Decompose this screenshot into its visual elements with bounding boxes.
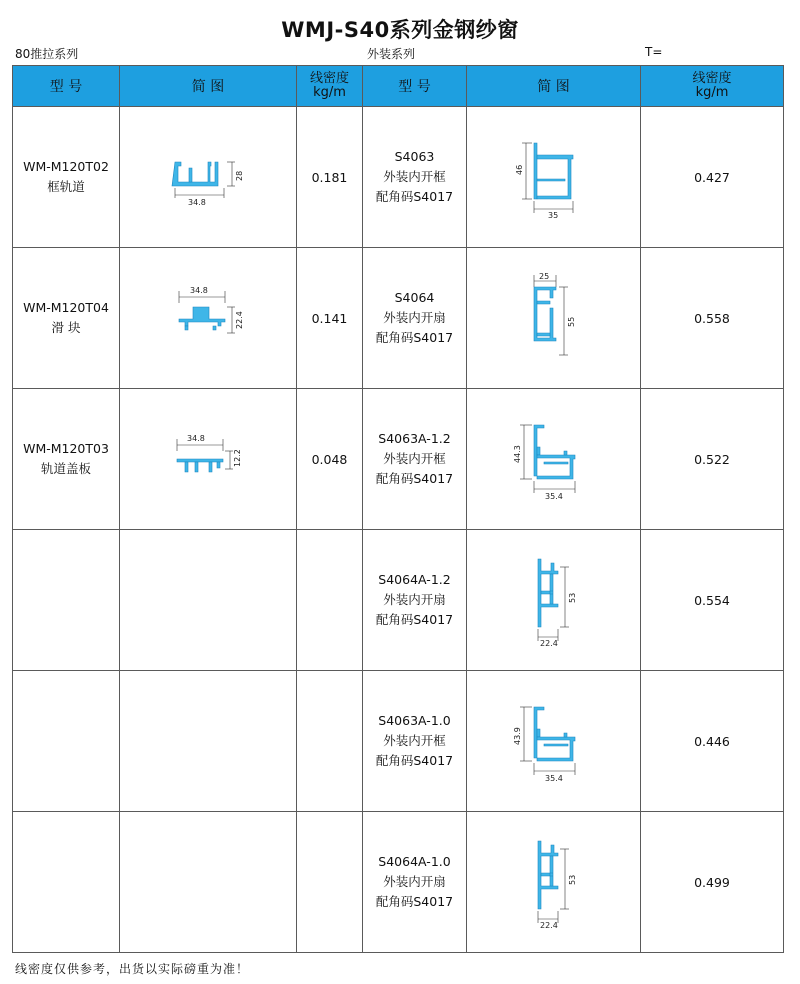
table-row [13, 671, 784, 812]
profile-diagram-m120t03 [163, 429, 253, 489]
svg-text:55: 55 [566, 316, 576, 327]
svg-text:22.4: 22.4 [539, 921, 558, 929]
left-model-name: 框轨道 [47, 179, 85, 194]
right-model-cell: S4063A-1.0 外装内开框 配角码S4017 [363, 671, 467, 812]
empty-cell [297, 671, 363, 812]
right-model-cell: S4063 外装内开框 配角码S4017 [363, 107, 467, 248]
profile-diagram-s4063a-12 [504, 417, 604, 501]
t-label: T= [645, 45, 663, 59]
left-diagram-cell [120, 389, 297, 530]
svg-text:35.4: 35.4 [544, 492, 563, 501]
col-header-model-left: 型 号 [13, 66, 120, 107]
col-header-diagram-right: 简 图 [467, 66, 641, 107]
empty-cell [120, 530, 297, 671]
profile-diagram-m120t04 [163, 283, 253, 353]
empty-cell [120, 812, 297, 953]
empty-cell [297, 530, 363, 671]
right-density-value: 0.522 [641, 389, 784, 530]
right-density-value: 0.446 [641, 671, 784, 812]
svg-text:22.4: 22.4 [539, 639, 558, 647]
col-header-density-right: 线密度 kg/m [641, 66, 784, 107]
svg-text:28: 28 [235, 170, 244, 181]
table-row [13, 389, 784, 530]
footer-note: 线密度仅供参考，出货以实际磅重为准！ [15, 962, 250, 976]
svg-text:44.3: 44.3 [512, 445, 522, 463]
left-model-cell [13, 107, 120, 248]
profile-diagram-s4064 [504, 271, 604, 365]
profile-diagram-s4064a-10 [504, 835, 604, 929]
right-diagram-cell [467, 389, 641, 530]
svg-text:53: 53 [567, 592, 577, 603]
left-model-cell: WM-M120T03 轨道盖板 [13, 389, 120, 530]
left-model-cell: WM-M120T04 滑 块 [13, 248, 120, 389]
empty-cell [120, 671, 297, 812]
right-model-cell: S4064A-1.2 外装内开扇 配角码S4017 [363, 530, 467, 671]
empty-cell [13, 530, 120, 671]
table-row [13, 812, 784, 953]
svg-text:25: 25 [538, 272, 549, 281]
profile-diagram-s4063 [504, 135, 604, 219]
profile-table [12, 65, 784, 953]
svg-text:35: 35 [547, 211, 558, 219]
table-row [13, 530, 784, 671]
left-diagram-cell [120, 107, 297, 248]
right-diagram-cell [467, 248, 641, 389]
col-header-model-right: 型 号 [363, 66, 467, 107]
empty-cell [297, 812, 363, 953]
svg-text:34.8: 34.8 [190, 286, 208, 295]
empty-cell [13, 671, 120, 812]
page-title: WMJ-S40系列金钢纱窗 [281, 18, 519, 42]
col-header-diagram-left: 简 图 [120, 66, 297, 107]
empty-cell [13, 812, 120, 953]
col-header-density-left: 线密度 kg/m [297, 66, 363, 107]
right-model-cell: S4064A-1.0 外装内开扇 配角码S4017 [363, 812, 467, 953]
svg-text:22.4: 22.4 [235, 311, 244, 329]
profile-diagram-s4064a-12 [504, 553, 604, 647]
profile-diagram-m120t02 [163, 142, 253, 212]
svg-text:35.4: 35.4 [544, 774, 563, 783]
left-density-value: 0.141 [297, 248, 363, 389]
right-model-cell: S4064 外装内开扇 配角码S4017 [363, 248, 467, 389]
left-density-value: 0.181 [297, 107, 363, 248]
svg-text:53: 53 [567, 874, 577, 885]
left-model-code: WM-M120T02 [23, 159, 109, 174]
svg-text:34.8: 34.8 [188, 198, 206, 207]
right-diagram-cell [467, 671, 641, 812]
table-header-row [13, 66, 784, 107]
right-density-value: 0.427 [641, 107, 784, 248]
table-row [13, 248, 784, 389]
svg-text:12.2: 12.2 [233, 449, 242, 467]
svg-text:43.9: 43.9 [512, 727, 522, 745]
right-diagram-cell [467, 530, 641, 671]
left-diagram-cell [120, 248, 297, 389]
left-series-label: 80推拉系列 [15, 47, 79, 61]
right-model-cell: S4063A-1.2 外装内开框 配角码S4017 [363, 389, 467, 530]
profile-diagram-s4063a-10 [504, 699, 604, 783]
right-density-value: 0.558 [641, 248, 784, 389]
svg-text:46: 46 [514, 164, 524, 175]
right-density-value: 0.554 [641, 530, 784, 671]
table-row [13, 107, 784, 248]
right-diagram-cell [467, 812, 641, 953]
svg-text:34.8: 34.8 [187, 434, 205, 443]
left-density-value: 0.048 [297, 389, 363, 530]
mid-series-label: 外装系列 [367, 47, 416, 61]
right-diagram-cell [467, 107, 641, 248]
right-density-value: 0.499 [641, 812, 784, 953]
